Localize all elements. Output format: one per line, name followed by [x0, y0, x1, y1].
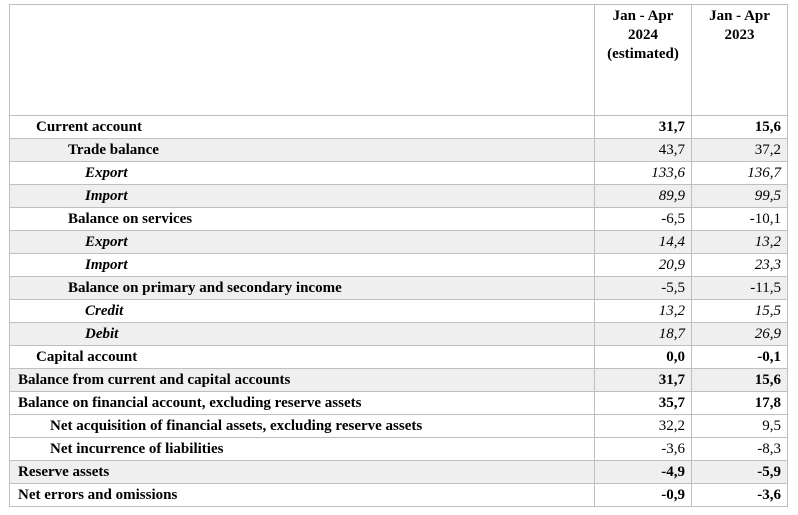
row-value-2024: -3,6: [595, 438, 692, 461]
row-value-2023: 17,8: [692, 392, 788, 415]
row-value-2024: 31,7: [595, 116, 692, 139]
table-row: [10, 300, 788, 323]
row-label: Net acquisition of financial assets, excluding reserve assets: [10, 415, 595, 438]
row-value-2024: 31,7: [595, 369, 692, 392]
table-row: [10, 139, 788, 162]
table-row: [10, 277, 788, 300]
row-value-2024: -6,5: [595, 208, 692, 231]
row-label: Current account: [10, 116, 595, 139]
row-label: Net errors and omissions: [10, 484, 595, 507]
row-value-2023: 15,5: [692, 300, 788, 323]
row-value-2023: -8,3: [692, 438, 788, 461]
table-row: [10, 438, 788, 461]
row-value-2024: -4,9: [595, 461, 692, 484]
header-2024: [595, 5, 692, 116]
row-label: Export: [10, 162, 595, 185]
header-2024-line3: (estimated): [607, 46, 679, 62]
table-header-row: [10, 5, 788, 116]
row-value-2024: 89,9: [595, 185, 692, 208]
table-row: [10, 346, 788, 369]
row-value-2024: 14,4: [595, 231, 692, 254]
row-value-2024: 133,6: [595, 162, 692, 185]
row-value-2024: -5,5: [595, 277, 692, 300]
table-row: [10, 323, 788, 346]
header-2023-line2: 2023: [724, 27, 755, 43]
row-label: Balance on services: [10, 208, 595, 231]
row-value-2024: 43,7: [595, 139, 692, 162]
row-value-2023: -3,6: [692, 484, 788, 507]
row-label: Import: [10, 254, 595, 277]
row-value-2023: 37,2: [692, 139, 788, 162]
row-label: Debit: [10, 323, 595, 346]
row-value-2023: -5,9: [692, 461, 788, 484]
table-row: [10, 116, 788, 139]
table-row: [10, 208, 788, 231]
row-label: Export: [10, 231, 595, 254]
row-value-2023: 23,3: [692, 254, 788, 277]
table-row: [10, 369, 788, 392]
row-value-2024: 18,7: [595, 323, 692, 346]
row-label: Reserve assets: [10, 461, 595, 484]
table-row: [10, 231, 788, 254]
row-value-2024: -0,9: [595, 484, 692, 507]
table-row: [10, 484, 788, 507]
table-row: [10, 392, 788, 415]
table-row: [10, 162, 788, 185]
row-value-2024: 20,9: [595, 254, 692, 277]
header-2024-line1: Jan - Apr: [612, 8, 674, 24]
row-value-2024: 32,2: [595, 415, 692, 438]
row-value-2023: 13,2: [692, 231, 788, 254]
row-value-2024: 0,0: [595, 346, 692, 369]
row-value-2023: -11,5: [692, 277, 788, 300]
row-label: Credit: [10, 300, 595, 323]
header-2024-line2: 2024: [628, 27, 658, 43]
table-row: [10, 254, 788, 277]
row-value-2024: 13,2: [595, 300, 692, 323]
row-value-2024: 35,7: [595, 392, 692, 415]
row-value-2023: 15,6: [692, 369, 788, 392]
table-row: [10, 185, 788, 208]
row-label: Balance on financial account, excluding reserve assets: [10, 392, 595, 415]
row-label: Net incurrence of liabilities: [10, 438, 595, 461]
row-value-2023: 136,7: [692, 162, 788, 185]
header-blank-cell: [10, 5, 595, 116]
row-value-2023: 99,5: [692, 185, 788, 208]
table-row: [10, 461, 788, 484]
row-label: Balance on primary and secondary income: [10, 277, 595, 300]
row-value-2023: 15,6: [692, 116, 788, 139]
row-value-2023: 26,9: [692, 323, 788, 346]
balance-of-payments-table: [9, 4, 788, 507]
row-value-2023: -10,1: [692, 208, 788, 231]
row-label: Trade balance: [10, 139, 595, 162]
table-row: [10, 415, 788, 438]
row-value-2023: 9,5: [692, 415, 788, 438]
row-label: Capital account: [10, 346, 595, 369]
header-2023-line1: Jan - Apr: [709, 8, 770, 24]
row-label: Balance from current and capital accounts: [10, 369, 595, 392]
row-label: Import: [10, 185, 595, 208]
row-value-2023: -0,1: [692, 346, 788, 369]
header-2023: [692, 5, 788, 116]
